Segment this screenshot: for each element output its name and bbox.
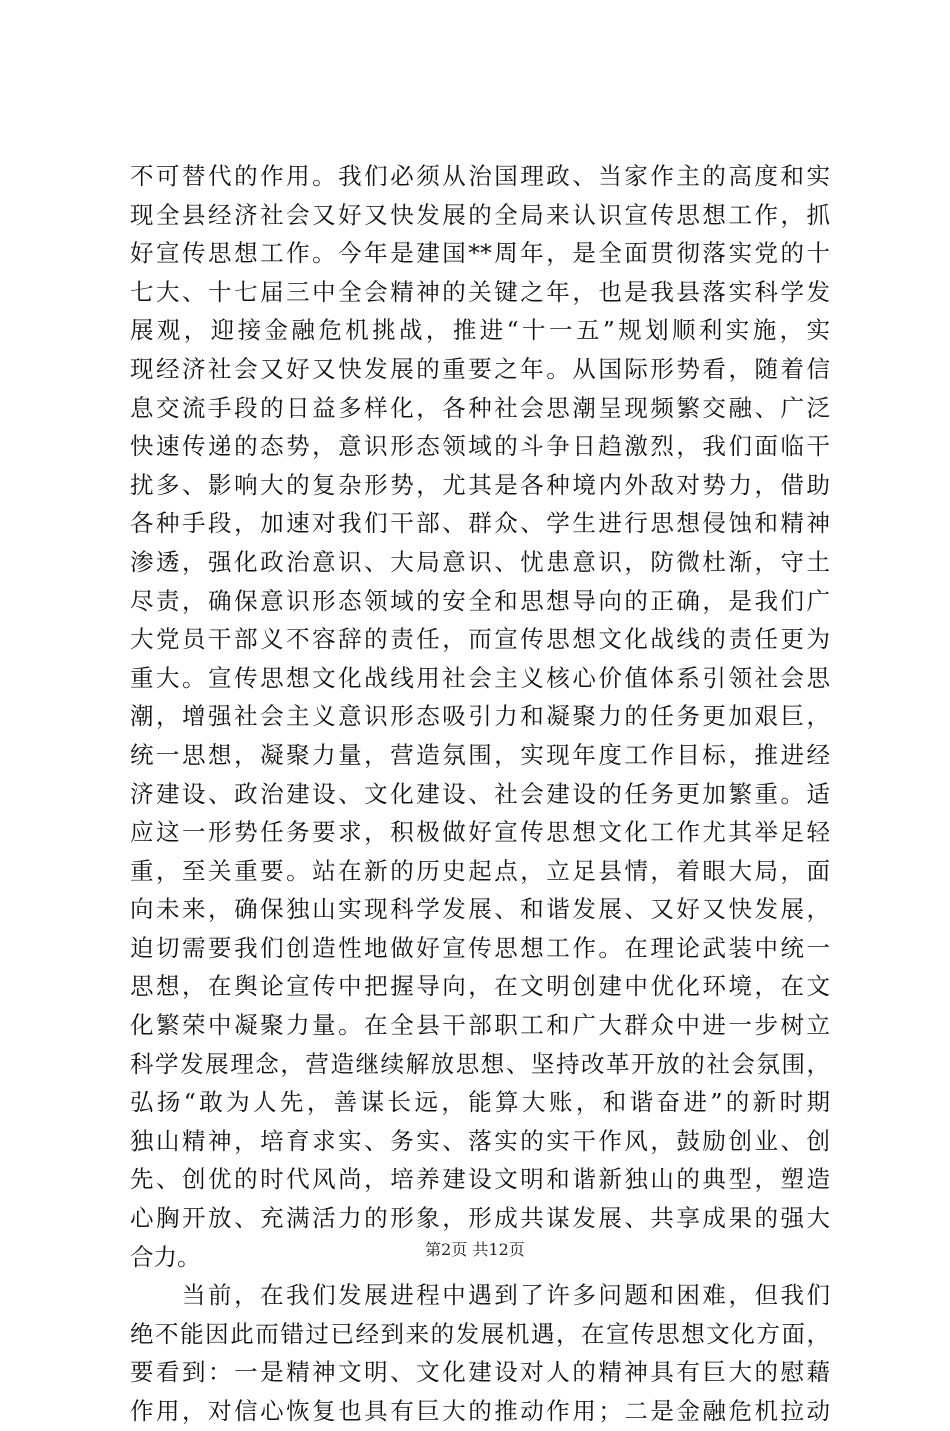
text-line: 作用，对信心恢复也具有巨大的推动作用；二是金融危机拉动 (130, 1397, 830, 1425)
text-line: 各种手段，加速对我们干部、群众、学生进行思想侵蚀和精神 (130, 509, 830, 538)
text-line: 尽责，确保意识形态领域的安全和思想导向的正确，是我们广 (130, 586, 830, 615)
text-line: 现经济社会又好又快发展的重要之年。从国际形势看，随着信 (130, 354, 830, 383)
text-line: 现全县经济社会又好又快发展的全局来认识宣传思想工作，抓 (130, 200, 830, 229)
text-line: 不可替代的作用。我们必须从治国理政、当家作主的高度和实 (130, 162, 830, 190)
text-line: 化繁荣中凝聚力量。在全县干部职工和广大群众中进一步树立 (130, 1011, 830, 1040)
text-line: 迫切需要我们创造性地做好宣传思想工作。在理论武装中统一 (130, 933, 830, 962)
text-line: 思想，在舆论宣传中把握导向，在文明创建中优化环境，在文 (130, 972, 830, 1001)
text-line: 绝不能因此而错过已经到来的发展机遇，在宣传思想文化方面， (130, 1319, 830, 1348)
text-line: 重大。宣传思想文化战线用社会主义核心价值体系引领社会思 (130, 663, 830, 692)
text-line: 快速传递的态势，意识形态领域的斗争日趋激烈，我们面临干 (130, 432, 830, 461)
text-line: 科学发展理念，营造继续解放思想、坚持改革开放的社会氛围， (130, 1049, 830, 1078)
text-line: 好宣传思想工作。今年是建国**周年，是全面贯彻落实党的十 (130, 239, 830, 268)
text-line: 先、创优的时代风尚，培养建设文明和谐新独山的典型，塑造 (130, 1165, 830, 1194)
page-number-footer: 第2页 共12页 (425, 1240, 525, 1259)
text-line: 七大、十七届三中全会精神的关键之年，也是我县落实科学发 (130, 277, 830, 306)
text-line: 合力。 (130, 1242, 201, 1271)
text-line: 扰多、影响大的复杂形势，尤其是各种境内外敌对势力，借助 (130, 470, 830, 499)
text-line: 息交流手段的日益多样化，各种社会思潮呈现频繁交融、广泛 (130, 393, 830, 422)
text-line: 潮，增强社会主义意识形态吸引力和凝聚力的任务更加艰巨， (130, 702, 830, 731)
text-line: 当前，在我们发展进程中遇到了许多问题和困难，但我们 (130, 1281, 830, 1310)
text-line: 重，至关重要。站在新的历史起点，立足县情，着眼大局，面 (130, 856, 830, 885)
text-line: 弘扬“敢为人先，善谋长远，能算大账，和谐奋进”的新时期 (130, 1088, 830, 1117)
text-line: 统一思想，凝聚力量，营造氛围，实现年度工作目标，推进经 (130, 740, 830, 769)
text-line: 要看到：一是精神文明、文化建设对人的精神具有巨大的慰藉 (130, 1358, 830, 1387)
text-line: 心胸开放、充满活力的形象，形成共谋发展、共享成果的强大 (130, 1204, 830, 1233)
text-line: 独山精神，培育求实、务实、落实的实干作风，鼓励创业、创 (130, 1126, 830, 1155)
text-line: 向未来，确保独山实现科学发展、和谐发展、又好又快发展， (130, 895, 830, 924)
text-line: 济建设、政治建设、文化建设、社会建设的任务更加繁重。适 (130, 779, 830, 808)
text-line: 展观，迎接金融危机挑战，推进“十一五”规划顺利实施，实 (130, 316, 830, 345)
text-line: 大党员干部义不容辞的责任，而宣传思想文化战线的责任更为 (130, 625, 830, 654)
text-line: 应这一形势任务要求，积极做好宣传思想文化工作尤其举足轻 (130, 818, 830, 847)
text-line: 渗透，强化政治意识、大局意识、忧患意识，防微杜渐，守土 (130, 547, 830, 576)
